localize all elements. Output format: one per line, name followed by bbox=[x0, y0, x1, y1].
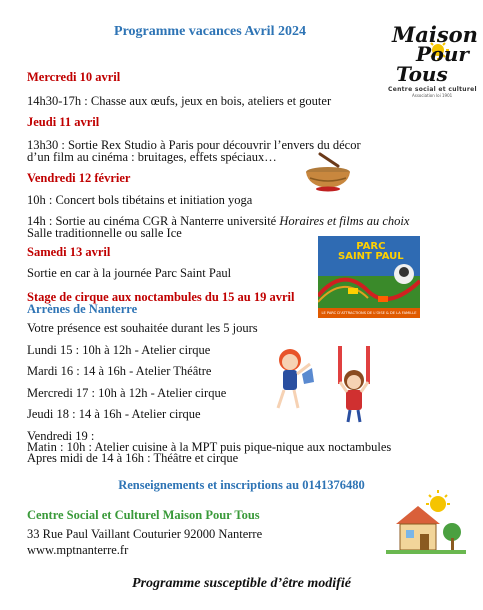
website-link[interactable]: www.mptnanterre.fr bbox=[27, 543, 129, 557]
circus-kids-image bbox=[270, 346, 385, 424]
maison-pour-tous-logo bbox=[382, 20, 477, 100]
event-text: Sortie en car à la journée Parc Saint Paul bbox=[27, 266, 232, 280]
schedule-line-fri-afternoon: Apres midi de 14 à 16h : Théâtre et cirque bbox=[27, 451, 239, 465]
park-name-line1: PARC bbox=[356, 241, 386, 252]
park-name-line2: SAINT PAUL bbox=[338, 251, 404, 262]
page-title: Programme vacances Avril 2024 bbox=[114, 24, 306, 39]
event-text: Salle traditionnelle ou salle Ice bbox=[27, 226, 182, 240]
event-text: 14h30-17h : Chasse aux œufs, jeux en bois, ateliers et gouter bbox=[27, 94, 332, 108]
park-name bbox=[338, 242, 404, 262]
event-text-part: 14h : Sortie au cinéma CGR à Nanterre université bbox=[27, 214, 280, 228]
tibetan-bowl-image bbox=[298, 150, 358, 192]
schedule-line-wed: Mercredi 17 : 10h à 12h - Atelier cirque bbox=[27, 386, 227, 400]
event-text: 13h30 : Sortie Rex Studio à Paris pour découvrir l’envers du décor bbox=[27, 138, 361, 152]
address: 33 Rue Paul Vaillant Couturier 92000 Nanterre bbox=[27, 527, 263, 541]
park-banner: LE PARC D’ATTRACTIONS DE L’OISE & DE LA FAMILLE bbox=[318, 308, 420, 318]
event-text-italic: Horaires et films au choix bbox=[279, 214, 410, 228]
event-text: d’un film au cinéma : bruitages, effets spéciaux… bbox=[27, 150, 277, 164]
footer-note: Programme susceptible d’être modifié bbox=[132, 576, 351, 591]
parc-saint-paul-image bbox=[318, 236, 420, 318]
event-text: 10h : Concert bols tibétains et initiation yoga bbox=[27, 193, 253, 207]
schedule-line-tue: Mardi 16 : 14 à 16h - Atelier Théâtre bbox=[27, 364, 212, 378]
house-illustration bbox=[386, 488, 466, 558]
schedule-line-fri: Vendredi 19 : bbox=[27, 429, 95, 443]
schedule-line-mon: Lundi 15 : 10h à 12h - Atelier cirque bbox=[27, 343, 211, 357]
day-heading-sat-13: Samedi 13 avril bbox=[27, 245, 111, 259]
logo-since: Association loi 1901 bbox=[412, 93, 453, 98]
organisation-name: Centre Social et Culturel Maison Pour Tous bbox=[27, 508, 260, 522]
day-heading-fri-12: Vendredi 12 février bbox=[27, 171, 131, 185]
stage-intro: Votre présence est souhaitée durant les 5 jours bbox=[27, 321, 258, 335]
day-heading-wed-10: Mercredi 10 avril bbox=[27, 70, 121, 84]
schedule-line-fri-morning: Matin : 10h : Atelier cuisine à la MPT puis pique-nique aux noctambules bbox=[27, 440, 392, 454]
info-line: Renseignements et inscriptions au 0141376480 bbox=[118, 478, 365, 492]
stage-location: Arrènes de Nanterre bbox=[27, 302, 138, 316]
logo-word-tous: Tous bbox=[396, 62, 448, 86]
logo-word-maison: Maison bbox=[392, 22, 478, 47]
stage-heading: Stage de cirque aux noctambules du 15 au 19 avril bbox=[27, 290, 295, 304]
schedule-line-thu: Jeudi 18 : 14 à 16h - Atelier cirque bbox=[27, 407, 201, 421]
logo-tagline: Centre social et culturel bbox=[388, 86, 477, 93]
logo-word-pour: Pour bbox=[416, 42, 469, 66]
day-heading-thu-11: Jeudi 11 avril bbox=[27, 115, 100, 129]
